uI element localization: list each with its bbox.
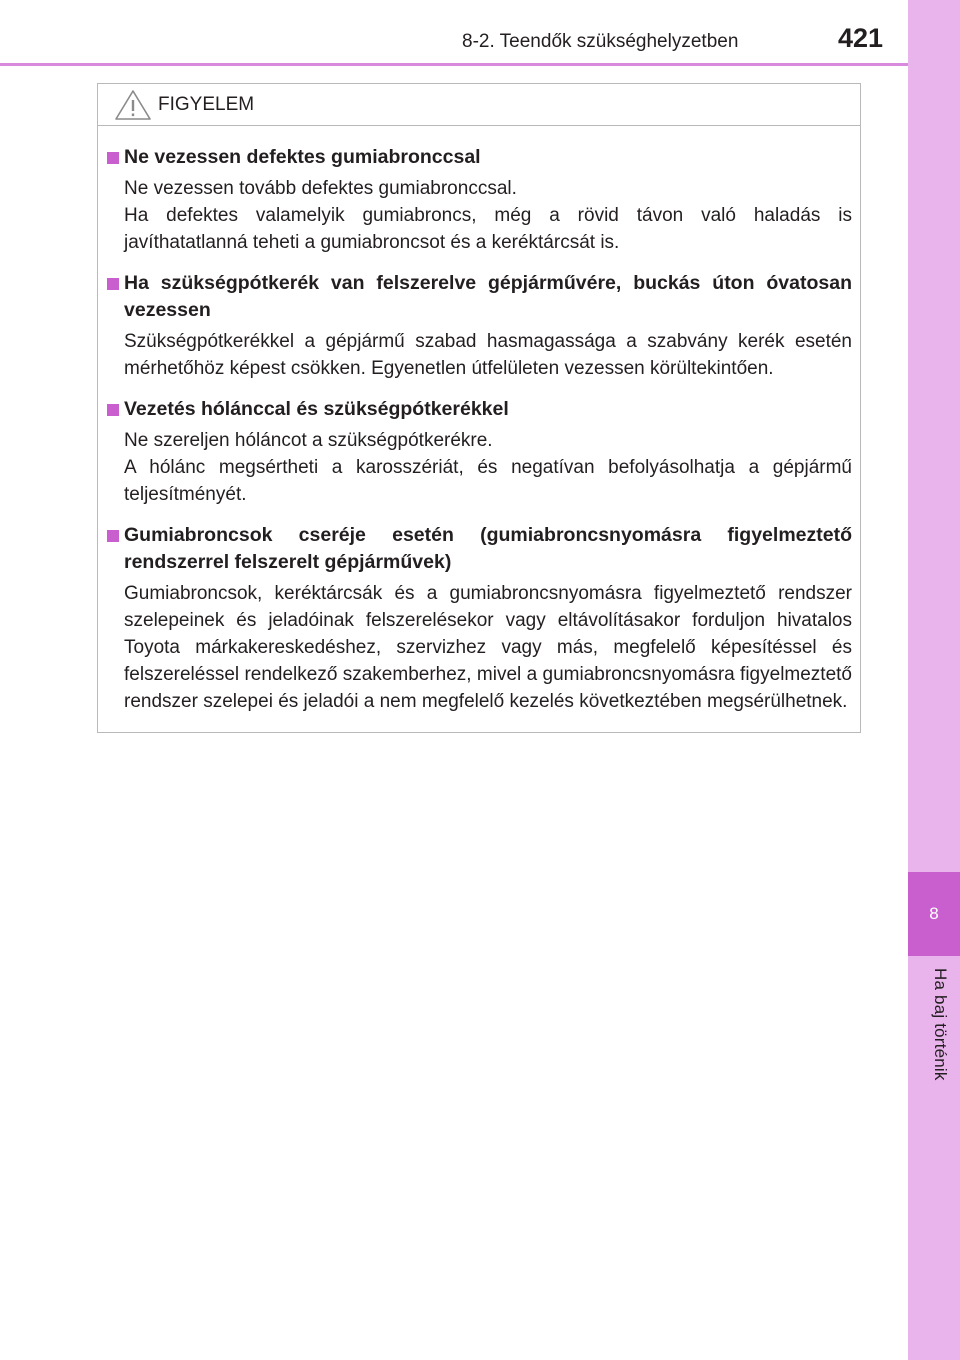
page-number: 421 — [838, 23, 884, 53]
square-bullet-icon — [107, 530, 119, 542]
warning-title: FIGYELEM — [158, 93, 255, 115]
square-bullet-icon — [107, 404, 119, 416]
section-title: 8-2. Teendők szükséghelyzetben — [462, 31, 739, 52]
header-divider — [0, 63, 908, 66]
warning-item-title: Vezetés hólánccal és szükségpótkerékkel — [106, 396, 852, 423]
warning-item — [106, 144, 852, 256]
chapter-number-tab — [908, 872, 960, 956]
warning-item — [106, 270, 852, 382]
warning-item — [106, 396, 852, 508]
warning-triangle-icon — [114, 89, 152, 121]
warning-item-text: Ne vezessen tovább defektes gumiabronccsal. — [124, 178, 517, 199]
warning-item-text: A hólánc megsértheti a karosszériát, és negatívan befolyásolhatja a gépjármű teljesítményét. — [124, 457, 852, 505]
chapter-title: Ha baj történik — [931, 968, 950, 1081]
warning-item-title: Ne vezessen defektes gumiabronccsal — [106, 144, 852, 171]
side-tab — [908, 0, 960, 1360]
chapter-number: 8 — [929, 904, 939, 923]
warning-item-text: Ne szereljen hóláncot a szükségpótkerékre. — [124, 430, 493, 451]
warning-item-text: Ha defektes valamelyik gumiabroncs, még a rövid távon való haladás is javíthatatlanná teheti a gumiabroncsot és a keréktárcsát is. — [124, 205, 852, 253]
warning-item — [106, 522, 852, 715]
square-bullet-icon — [107, 152, 119, 164]
warning-header — [98, 84, 860, 126]
warning-body — [98, 126, 860, 715]
warning-item-text: Gumiabroncsok, keréktárcsák és a gumiabroncsnyomásra figyelmeztető rendszer szelepeinek és jeladóinak felszerelésekor vagy eltávolításakor forduljon hivatalos Toyota márkakereskedéshez, szervizhez vagy más, megfelelő képesítéssel és felszereléssel rendelkező szakemberhez, mivel a gumiabroncsnyomásra figyelmeztető rendszer szelepei és jeladói a nem megfelelő kezelés következtében megsérülhetnek. — [124, 583, 852, 712]
warning-item-title: Gumiabroncsok cseréje esetén (gumiabroncsnyomásra figyelmeztető rendszerrel felszerelt gépjárművek) — [106, 522, 852, 576]
warning-box — [97, 83, 861, 733]
warning-item-text: Szükségpótkerékkel a gépjármű szabad hasmagassága a szabvány kerék esetén mérhetőhöz képest csökken. Egyenetlen útfelületen vezessen körültekintően. — [124, 331, 852, 379]
warning-item-title: Ha szükségpótkerék van felszerelve gépjárművére, buckás úton óvatosan vezessen — [106, 270, 852, 324]
square-bullet-icon — [107, 278, 119, 290]
